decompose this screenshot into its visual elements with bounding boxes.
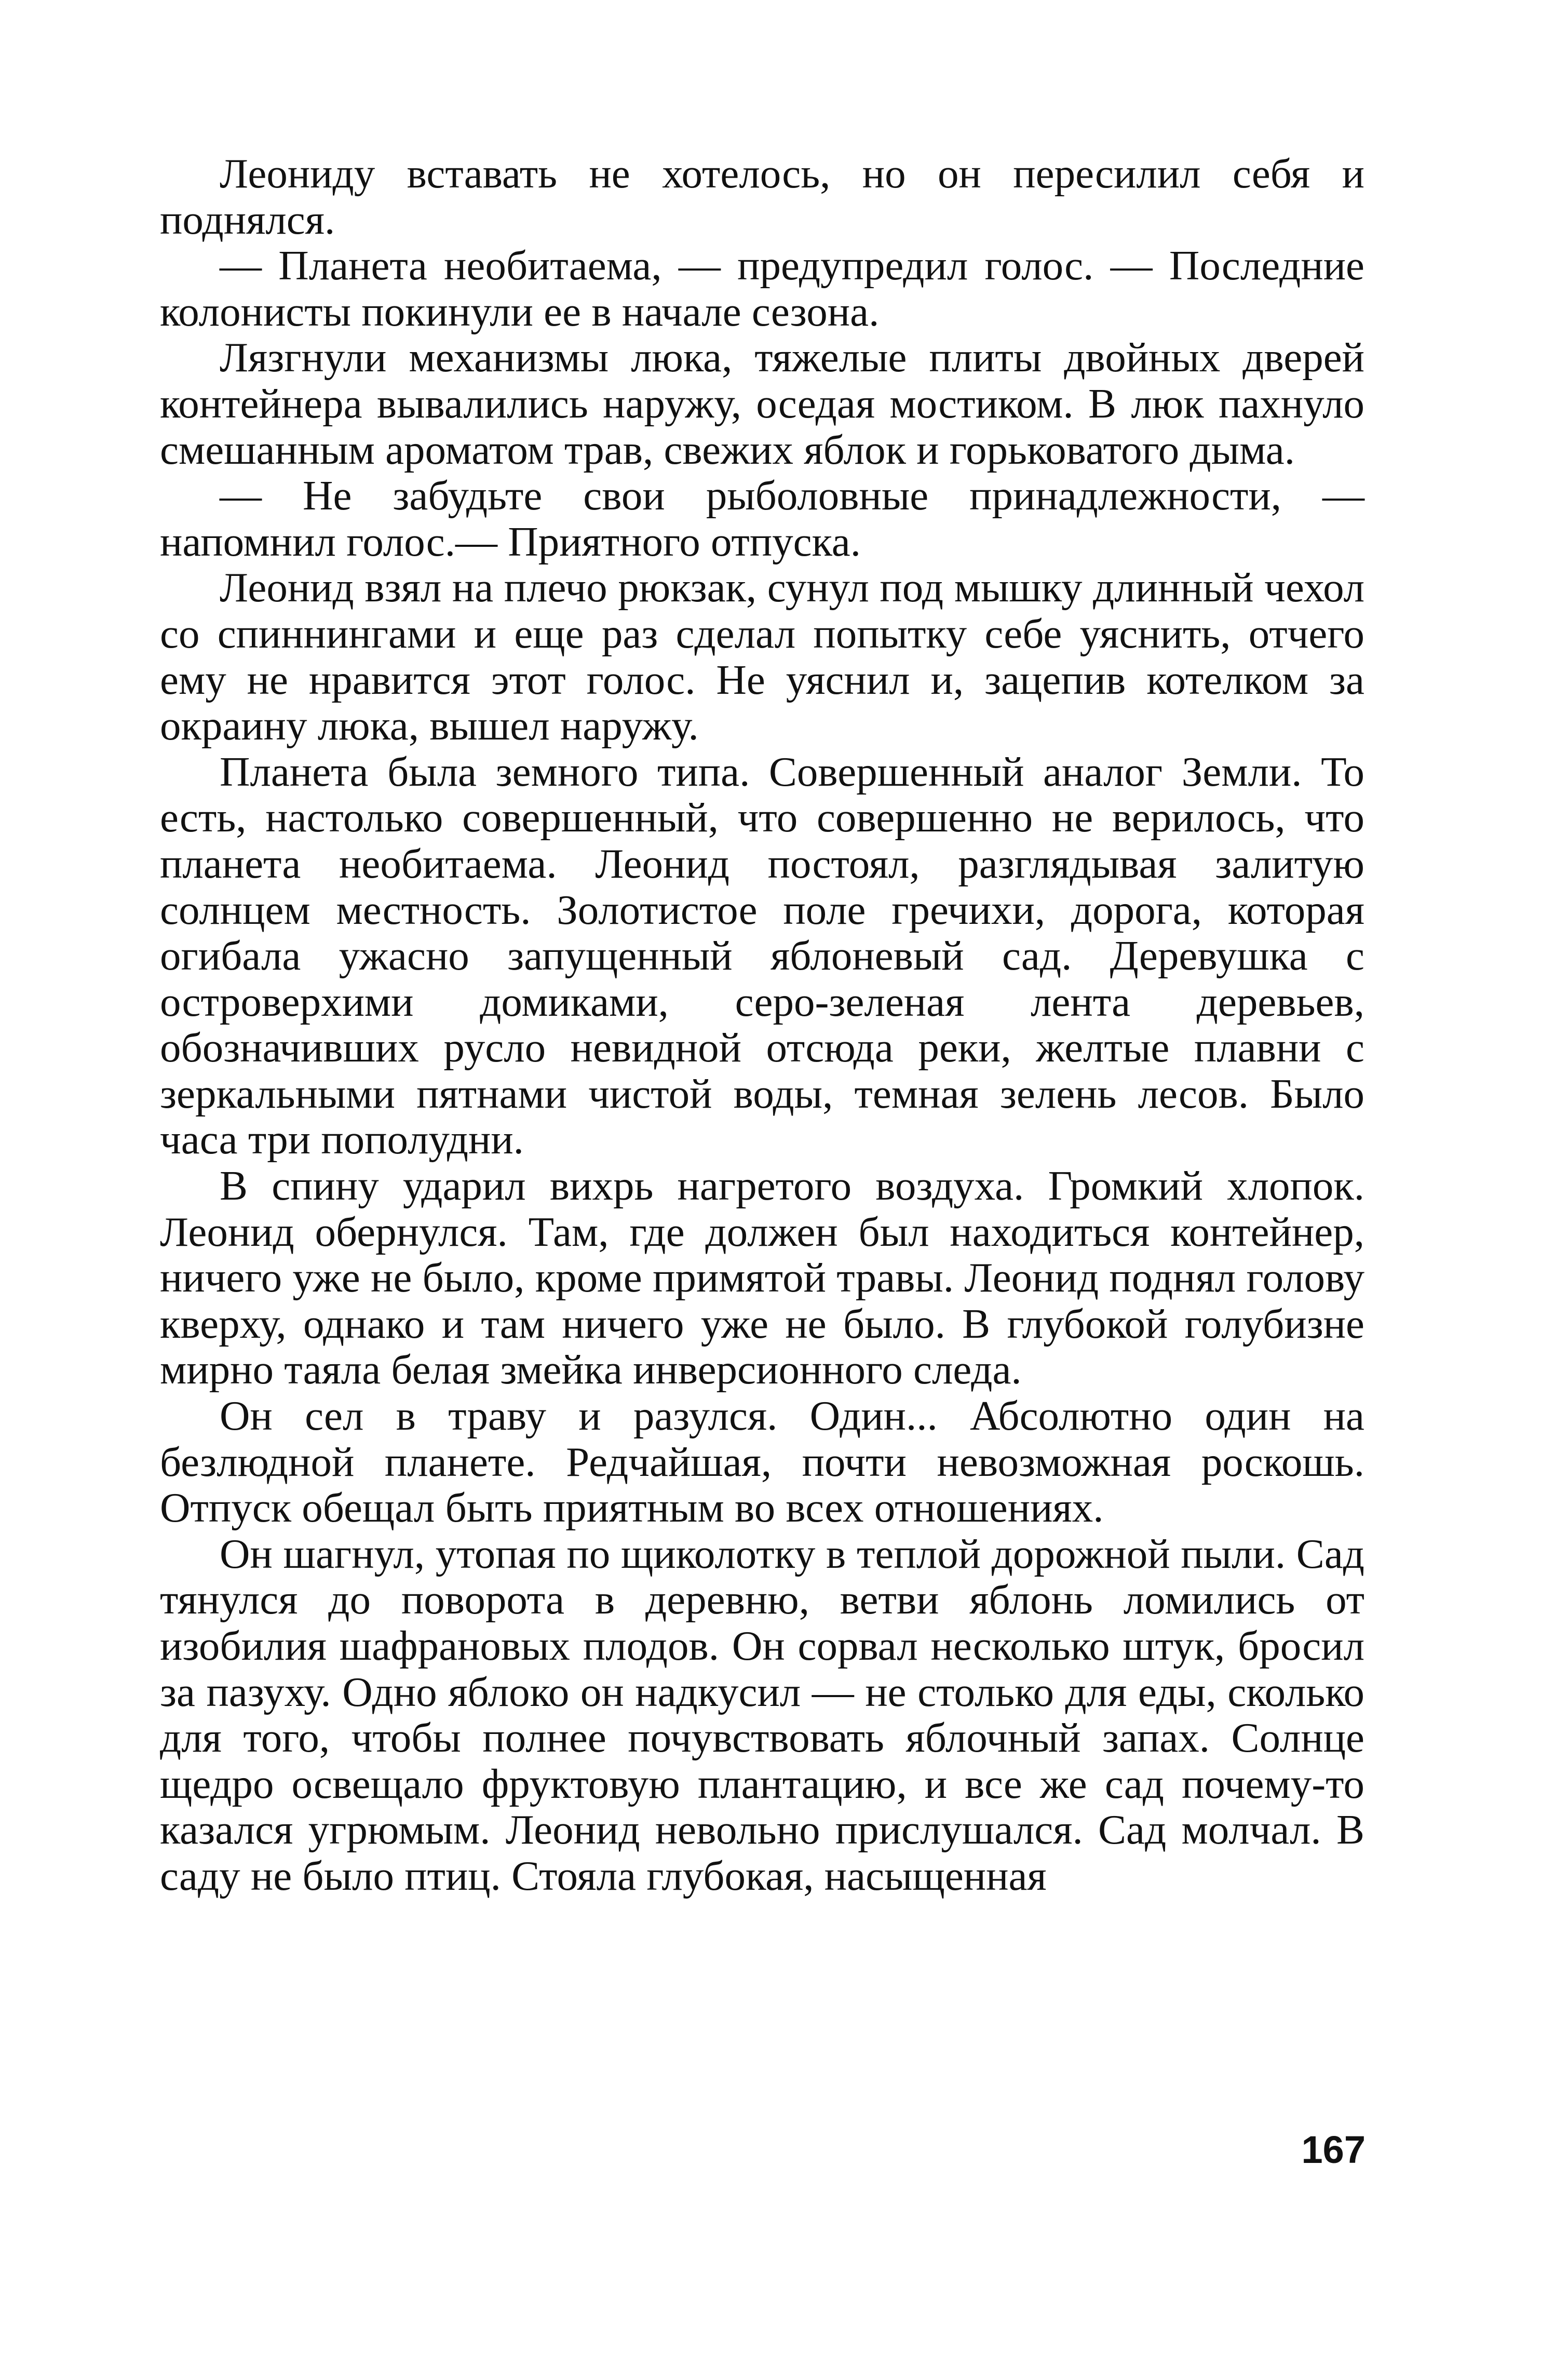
- paragraph: — Не забудьте свои рыболовные принадлежности, — напомнил голос.— Приятного отпуска.: [160, 472, 1364, 565]
- paragraph: Он сел в траву и разулся. Один... Абсолютно один на безлюдной планете. Редчайшая, почти невозможная роскошь. Отпуск обещал быть приятным во всех отношениях.: [160, 1392, 1364, 1531]
- body-text: [160, 151, 1364, 1899]
- page-number: 167: [1301, 2128, 1366, 2171]
- paragraph: Он шагнул, утопая по щиколотку в теплой дорожной пыли. Сад тянулся до поворота в деревню, ветви яблонь ломились от изобилия шафрановых плодов. Он сорвал несколько штук, бросил за пазуху. Одно яблоко он надкусил — не столько для еды, сколько для того, чтобы полнее почувствовать яблочный запах. Солнце щедро освещало фруктовую плантацию, и все же сад почему-то казался угрюмым. Леонид невольно прислушался. Сад молчал. В саду не было птиц. Стояла глубокая, насыщенная: [160, 1530, 1364, 1899]
- paragraph: Лязгнули механизмы люка, тяжелые плиты двойных дверей контейнера вывалились наружу, оседая мостиком. В люк пахнуло смешанным ароматом трав, свежих яблок и горьковатого дыма.: [160, 334, 1364, 473]
- paragraph: Планета была земного типа. Совершенный аналог Земли. То есть, настолько совершенный, что совершенно не верилось, что планета необитаема. Леонид постоял, разглядывая залитую солнцем местность. Золотистое поле гречихи, дорога, которая огибала ужасно запущенный яблоневый сад. Деревушка с островерхими домиками, серо-зеленая лента деревьев, обозначивших русло невидной отсюда реки, желтые плавни с зеркальными пятнами чистой воды, темная зелень лесов. Было часа три пополудни.: [160, 748, 1364, 1163]
- paragraph: — Планета необитаема, — предупредил голос. — Последние колонисты покинули ее в начале сезона.: [160, 242, 1364, 335]
- paragraph: Леониду вставать не хотелось, но он пересилил себя и поднялся.: [160, 150, 1364, 243]
- paragraph: В спину ударил вихрь нагретого воздуха. Громкий хлопок. Леонид обернулся. Там, где должен был находиться контейнер, ничего уже не было, кроме примятой травы. Леонид поднял голову кверху, однако и там ничего уже не было. В глубокой голубизне мирно таяла белая змейка инверсионного следа.: [160, 1162, 1364, 1393]
- paragraph: Леонид взял на плечо рюкзак, сунул под мышку длинный чехол со спиннингами и еще раз сделал попытку себе уяснить, отчего ему не нравится этот голос. Не уяснил и, зацепив котелком за окраину люка, вышел наружу.: [160, 564, 1364, 749]
